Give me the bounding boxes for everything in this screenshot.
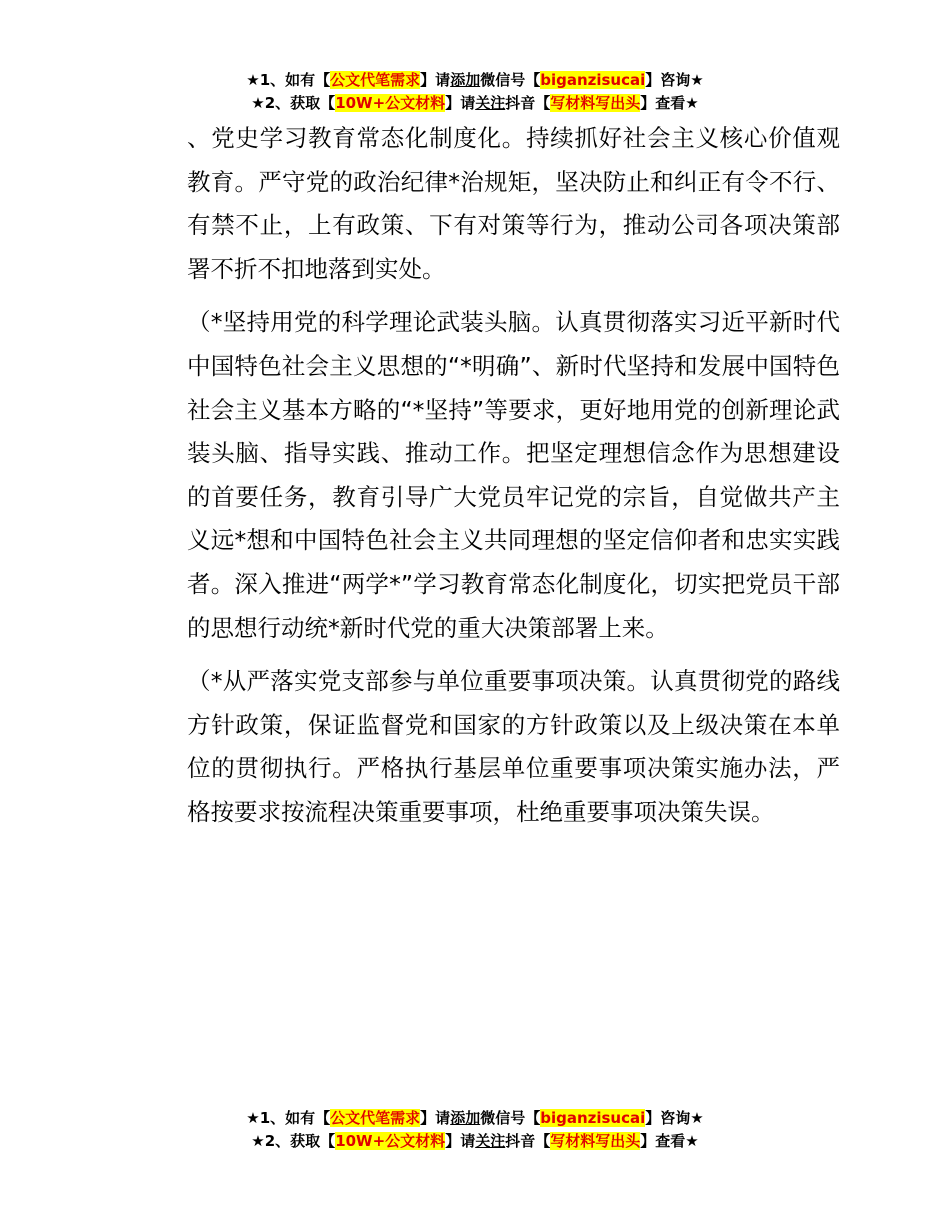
banner-highlight: 公文代笔需求 — [330, 1109, 421, 1127]
banner-text: ★2、获取【 — [251, 94, 336, 112]
banner-emphasis: 添加 — [450, 71, 481, 89]
banner-emphasis: 添加 — [450, 1109, 481, 1127]
banner-line-1 — [0, 1107, 950, 1130]
banner-text: 】查看★ — [640, 94, 699, 112]
banner-text: 】请 — [445, 1132, 476, 1150]
banner-highlight: 写材料写出头 — [550, 94, 641, 112]
banner-highlight: 公文代笔需求 — [330, 71, 421, 89]
banner-line-2 — [0, 1130, 950, 1153]
banner-highlight: biganzisucai — [540, 1109, 646, 1127]
banner-text: 微信号【 — [480, 71, 541, 89]
banner-highlight: 写材料写出头 — [550, 1132, 641, 1150]
banner-highlight: 10W+公文材料 — [335, 94, 446, 112]
banner-text: 抖音【 — [505, 94, 551, 112]
footer-banner — [0, 1107, 950, 1153]
banner-text: 】咨询★ — [645, 1109, 704, 1127]
header-banner — [0, 69, 950, 115]
banner-highlight: biganzisucai — [540, 71, 646, 89]
paragraph-3: （*从严落实党支部参与单位重要事项决策。认真贯彻党的路线方针政策，保证监督党和国家的方针政策以及上级决策在本单位的贯彻执行。严格执行基层单位重要事项决策实施办法，严格按要求按流程决策重要事项，杜绝重要事项决策失误。 — [187, 667, 840, 826]
banner-text: ★1、如有【 — [246, 71, 331, 89]
banner-line-2 — [0, 92, 950, 115]
banner-text: 】请 — [445, 94, 476, 112]
banner-emphasis: 关注 — [475, 1132, 506, 1150]
banner-text: 】请 — [420, 71, 451, 89]
banner-text: 】请 — [420, 1109, 451, 1127]
banner-text: 】咨询★ — [645, 71, 704, 89]
banner-text: 抖音【 — [505, 1132, 551, 1150]
paragraph-1: 、党史学习教育常态化制度化。持续抓好社会主义核心价值观教育。严守党的政治纪律*治规矩，坚决防止和纠正有令不行、有禁不止，上有政策、下有对策等行为，推动公司各项决策部署不折不扣地落到实处。 — [187, 124, 840, 283]
banner-text: 微信号【 — [480, 1109, 541, 1127]
document-body — [140, 117, 840, 835]
banner-line-1 — [0, 69, 950, 92]
banner-emphasis: 关注 — [475, 94, 506, 112]
banner-text: ★2、获取【 — [251, 1132, 336, 1150]
banner-text: ★1、如有【 — [246, 1109, 331, 1127]
paragraph-2: （*坚持用党的科学理论武装头脑。认真贯彻落实习近平新时代中国特色社会主义思想的“*明确”、新时代坚持和发展中国特色社会主义基本方略的“*坚持”等要求，更好地用党的创新理论武装头脑、指导实践、推动工作。把坚定理想信念作为思想建设的首要任务，教育引导广大党员牢记党的宗旨，自觉做共产主义远*想和中国特色社会主义共同理想的坚定信仰者和忠实实践者。深入推进“两学*”学习教育常态化制度化，切实把党员干部的思想行动统*新时代党的重大决策部署上来。 — [187, 308, 840, 642]
banner-text: 】查看★ — [640, 1132, 699, 1150]
banner-highlight: 10W+公文材料 — [335, 1132, 446, 1150]
